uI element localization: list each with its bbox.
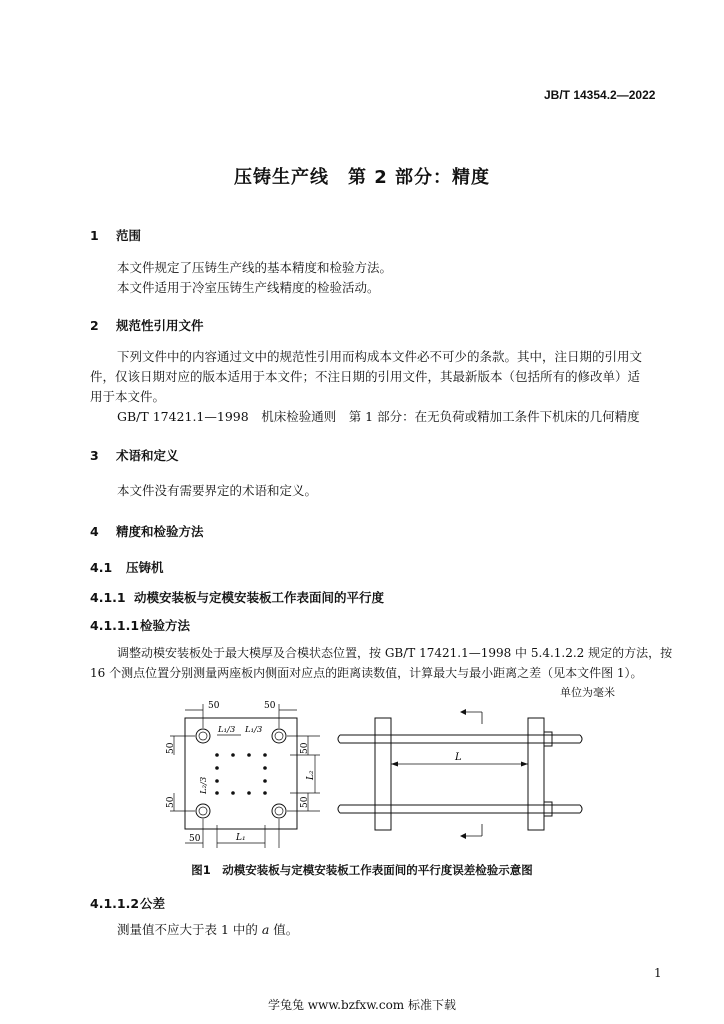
section-4-1-1-2-heading [90,894,165,912]
paragraph-line: 调整动模安装板处于最大模厚及合模状态位置，按 GB/T 17421.1—1998 中 5.4.1.2.2 规定的方法，按 [117,646,673,660]
page-number: 1 [654,966,662,980]
section-4-1-heading [90,558,164,576]
section-1-heading [90,226,141,244]
section-number: 3 [90,448,99,463]
section-number: 1 [90,228,99,243]
text-segment: 值。 [269,922,299,937]
tie-bar-hole [196,729,210,743]
section-title: 规范性引用文件 [116,318,204,333]
document-title: 压铸生产线 第 2 部分：精度 [233,167,491,188]
dim-label: L₁/3 [218,725,236,735]
dim-label: L₁/3 [245,725,263,735]
paragraph-line: 用于本文件。 [90,389,166,404]
dim-label: 50 [166,742,176,754]
dim-label: 50 [300,796,310,808]
paragraph: 本文件没有需要界定的术语和定义。 [117,483,318,498]
normative-reference: GB/T 17421.1—1998 机床检验通则 第 1 部分：在无负荷或精加工条件下机床的几何精度 [117,409,640,424]
tie-bar-hole [196,804,210,818]
text-segment: 测量值不应大于表 1 中的 [117,922,262,937]
dim-label: 50 [189,834,201,844]
section-number: 4 [90,524,99,539]
dim-label: L₁ [236,833,246,843]
section-title: 动模安装板与定模安装板工作表面间的平行度 [134,590,385,605]
figure-caption: 图1 动模安装板与定模安装板工作表面间的平行度误差检验示意图 [191,863,533,877]
dim-label: 50 [166,796,176,808]
paragraph-line: 16 个测点位置分别测量两座板内侧面对应点的距离读数值，计算最大与最小距离之差（见本文件图 1）。 [90,666,643,680]
dim-label: 50 [300,742,310,754]
section-title: 公差 [140,896,166,911]
paragraph: 本文件适用于冷室压铸生产线精度的检验活动。 [117,280,380,295]
section-4-heading [90,522,204,540]
download-footer: 学兔兔 www.bzfxw.com 标准下载 [267,998,457,1012]
dim-label: 50 [208,701,220,711]
section-3-heading [90,446,179,464]
side-view [338,712,582,836]
paragraph-line: 下列文件中的内容通过文中的规范性引用而构成本文件必不可少的条款。其中，注日期的引用文 [117,349,643,364]
section-title: 术语和定义 [116,448,179,463]
section-title: 范围 [116,228,142,243]
section-number: 4.1.1.1 [90,618,140,633]
figure-1-diagram [160,698,590,856]
measuring-points [215,753,267,795]
section-title: 精度和检验方法 [116,524,204,539]
section-2-heading [90,316,204,334]
section-4-1-1-1-heading [90,616,190,634]
section-4-1-1-heading [90,588,384,606]
section-number: 4.1 [90,560,113,575]
section-number: 4.1.1.2 [90,896,140,911]
section-number: 4.1.1 [90,590,126,605]
dim-label: L₂/3 [199,776,209,794]
paragraph: 本文件规定了压铸生产线的基本精度和检验方法。 [117,260,393,275]
paragraph [117,920,298,940]
variable-a: a [261,922,270,937]
dim-label: L [455,752,462,763]
section-title: 检验方法 [140,618,191,633]
dim-label: 50 [264,701,276,711]
paragraph-line: 件，仅该日期对应的版本适用于本文件；不注日期的引用文件，其最新版本（包括所有的修改单）适 [90,369,641,384]
standard-number: JB/T 14354.2—2022 [544,88,656,102]
dim-label: L₂ [306,770,316,780]
section-number: 2 [90,318,99,333]
tie-bar-hole [272,729,286,743]
tie-bar-hole [272,804,286,818]
unit-note: 单位为毫米 [560,686,615,699]
section-title: 压铸机 [126,560,164,575]
